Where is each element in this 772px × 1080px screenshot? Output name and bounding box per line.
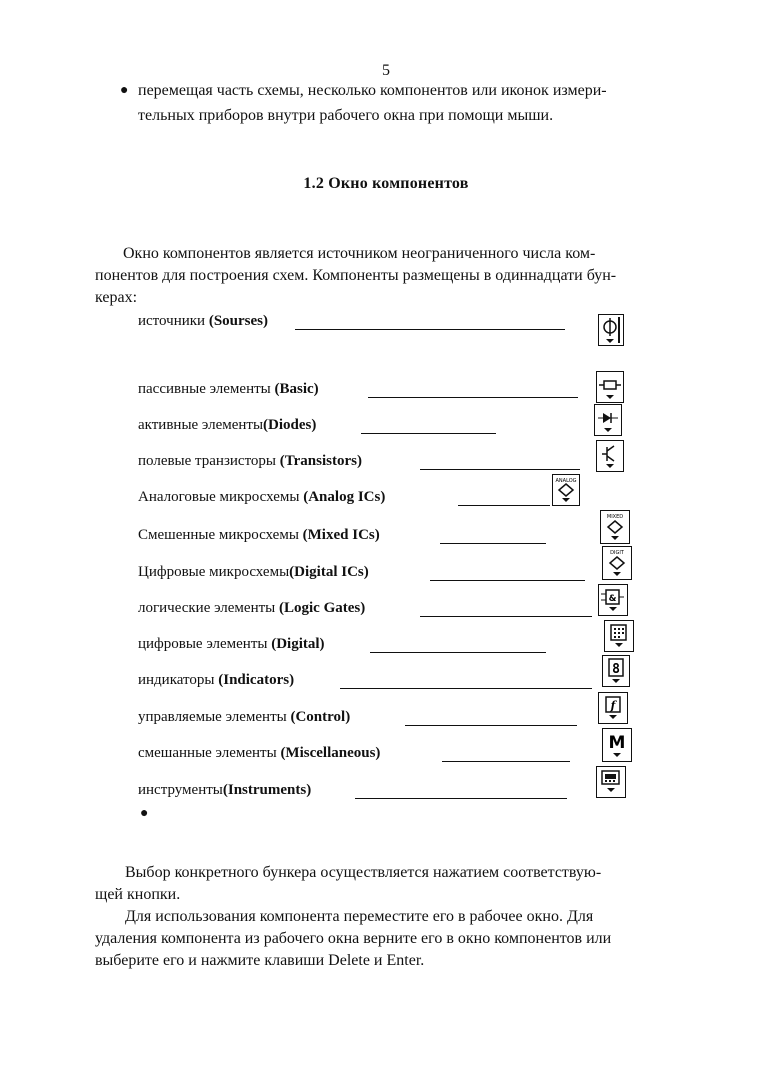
bin-label: Аналоговые микросхемы (Analog ICs) [138,489,386,505]
bin-label-english: (Instruments) [222,782,312,798]
intro-line2: понентов для построения схем. Компоненты размещены в одиннадцати бун- [95,267,617,284]
miscellaneous-icon[interactable] [602,728,632,762]
empty-bullet-marker: ● [140,806,149,821]
bin-label: источники (Sourses) [138,313,268,329]
analog-ic-icon-text: ANALOG [555,478,577,484]
bin-row-logic-gates [138,600,365,617]
leader-line [430,580,585,581]
leader-line [355,798,567,799]
miscellaneous-icon-text: M [608,733,626,753]
bin-label-english: (Digital) [271,636,325,652]
bin-label-english: (Indicators) [218,672,295,688]
bin-label-english: (Diodes) [263,417,317,433]
bullet-marker: ● [120,83,129,98]
outro-paragraph-2 [95,906,680,972]
bin-label: пассивные элементы (Basic) [138,381,319,397]
bullet-paragraph [120,78,680,128]
bin-label-english: (Sourses) [208,313,268,329]
bin-row-basic [138,381,319,398]
indicator-icon-text: 8 [612,662,620,677]
bin-label: Смешенные микросхемы (Mixed ICs) [138,527,380,543]
logic-gate-icon[interactable] [598,584,628,616]
bin-label: индикаторы (Indicators) [138,672,295,688]
bin-label-english: (Control) [290,709,351,725]
bin-row-transistors [138,453,362,470]
leader-line [370,652,546,653]
intro-paragraph [95,243,680,309]
bin-label: Цифровые микросхемы(Digital ICs) [138,564,369,580]
outro-p2-line3: выберите его и нажмите клавиши Delete и Enter. [95,952,425,969]
control-icon-text: f [610,699,616,712]
bin-label-english: (Logic Gates) [279,600,366,616]
leader-line [420,469,580,470]
leader-line [458,505,550,506]
bin-label: полевые транзисторы (Transistors) [138,453,362,469]
control-icon[interactable] [598,692,628,724]
bin-label-english: (Miscellaneous) [280,745,381,761]
bin-label-english: (Mixed ICs) [302,527,380,543]
leader-line [420,616,592,617]
bin-row-instruments [138,782,311,799]
outro-text [95,862,680,972]
leader-line [295,329,565,330]
page-number: 5 [382,62,390,79]
bin-label: управляемые элементы (Control) [138,709,351,725]
intro-line1: Окно компонентов является источником неограниченного числа ком- [123,245,596,262]
bin-label: логические элементы (Logic Gates) [138,600,366,616]
mixed-ic-icon-text: MIXED [606,514,624,520]
leader-line [440,543,546,544]
leader-line [442,761,570,762]
source-icon[interactable] [598,314,624,346]
bin-row-miscellaneous [138,745,380,762]
digital-ic-icon-text: DIGIT [610,550,624,556]
bin-row-digital-ics [138,564,369,581]
bin-label: смешанные элементы (Miscellaneous) [138,745,381,761]
outro-p1-line1: Выбор конкретного бункера осуществляется нажатием соответствую- [125,864,602,881]
indicator-icon[interactable] [602,655,630,687]
outro-paragraph-1 [95,862,680,906]
outro-p2-line1: Для использования компонента переместите его в рабочее окно. Для [125,908,594,925]
bin-row-indicators [138,672,294,689]
bin-row-diodes [138,417,316,434]
bin-row-mixed-ics [138,527,380,544]
outro-p1-line2: щей кнопки. [95,886,181,903]
analog-ic-icon[interactable] [552,474,580,506]
bin-label-english: (Digital ICs) [289,564,369,580]
bin-label-english: (Transistors) [279,453,362,469]
transistor-icon[interactable] [596,440,624,472]
logic-gate-icon-text: & [608,594,617,604]
instruments-icon[interactable] [596,766,626,798]
bin-row-control [138,709,350,726]
leader-line [361,433,496,434]
resistor-icon[interactable] [596,371,624,403]
leader-line [340,688,592,689]
leader-line [405,725,577,726]
section-heading: 1.2 Окно компонентов [303,175,469,192]
bin-label-english: (Analog ICs) [303,489,386,505]
bullet-text-line1: перемещая часть схемы, несколько компонентов или иконок измери- [138,82,607,99]
bin-label: цифровые элементы (Digital) [138,636,325,652]
bin-label: активные элементы(Diodes) [138,417,317,433]
intro-line3: керах: [95,289,138,306]
bin-row-analog-ics [138,489,385,506]
bin-row-digital [138,636,325,653]
leader-line [368,397,578,398]
bullet-text-line2: тельных приборов внутри рабочего окна при помощи мыши. [138,107,554,124]
digital-element-icon[interactable] [604,620,634,652]
bin-label: инструменты(Instruments) [138,782,312,798]
bin-label-english: (Basic) [274,381,319,397]
digital-ic-icon[interactable] [602,546,632,580]
diode-icon[interactable] [594,404,622,436]
mixed-ic-icon[interactable] [600,510,630,544]
bin-row-sources [138,313,268,330]
outro-p2-line2: удаления компонента из рабочего окна верните его в окно компонентов или [95,930,612,947]
